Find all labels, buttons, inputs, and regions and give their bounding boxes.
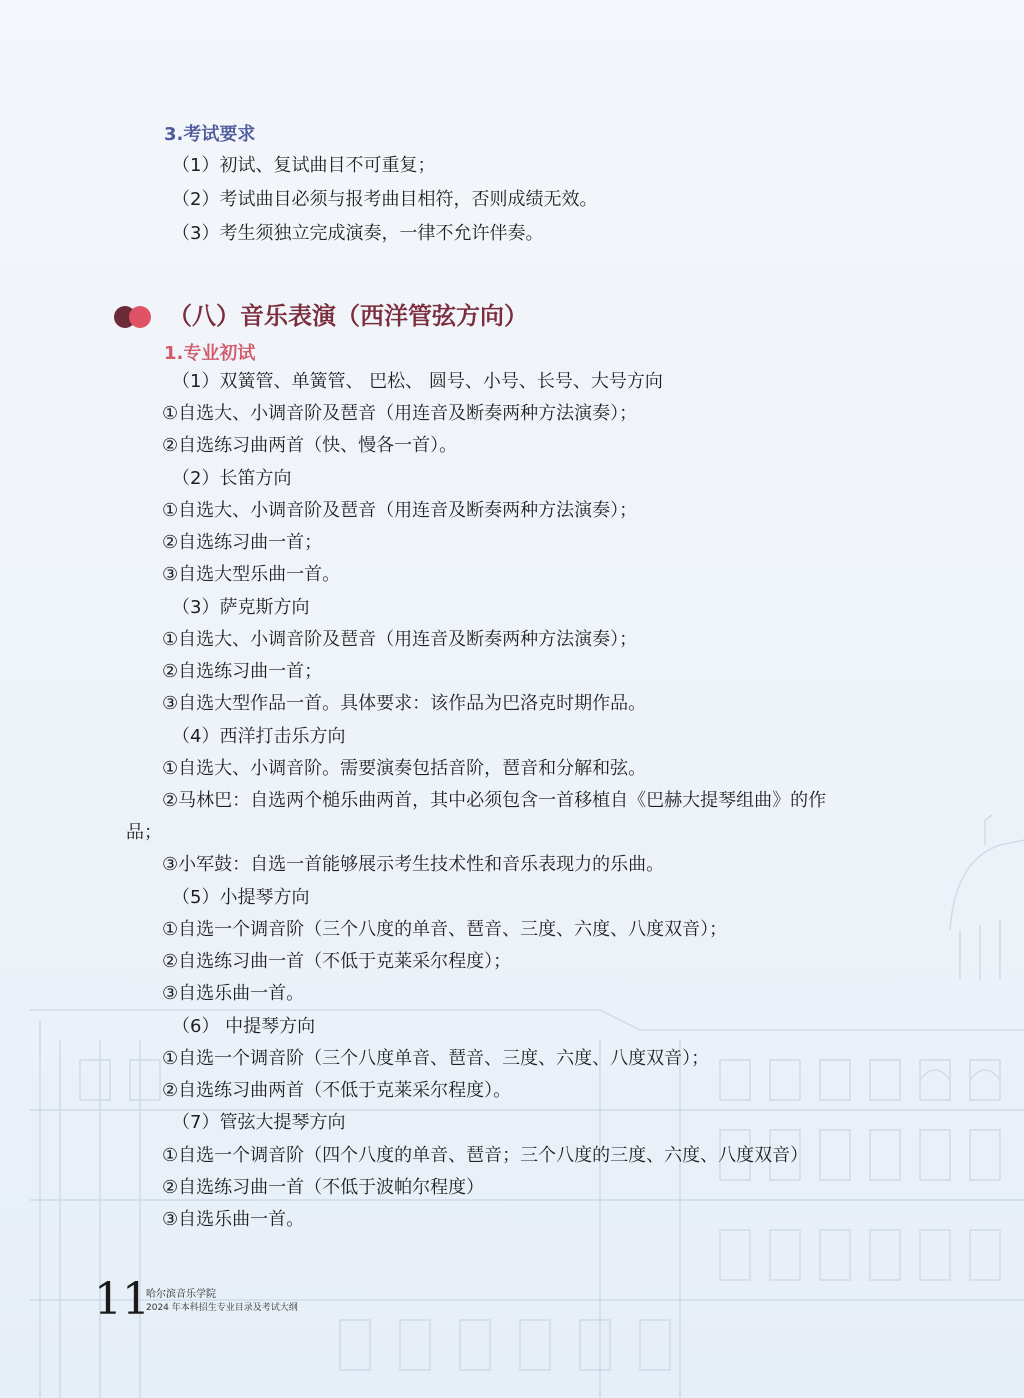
list-item: ②自选练习曲两首（快、慢各一首）。 — [162, 435, 458, 456]
section-8-title: （八）音乐表演（西洋管弦方向） — [168, 302, 528, 330]
list-item: ②自选练习曲一首（不低于波帕尔程度） — [162, 1177, 485, 1198]
list-item: ①自选一个调音阶（三个八度单音、琶音、三度、六度、八度双音）； — [162, 1048, 710, 1069]
footer-school-name: 哈尔滨音乐学院 — [146, 1289, 216, 1300]
section-3-heading: 3.考试要求 — [164, 124, 256, 145]
list-item: （2）考试曲目必须与报考曲目相符，否则成绩无效。 — [172, 189, 598, 210]
list-item: （3）萨克斯方向 — [172, 597, 310, 618]
footer-subtitle: 2024 年本科招生专业目录及考试大纲 — [146, 1303, 298, 1313]
list-item: ③自选大型乐曲一首。 — [162, 564, 341, 585]
list-item: ③自选大型作品一首。具体要求：该作品为巴洛克时期作品。 — [162, 693, 647, 714]
list-item: ③自选乐曲一首。 — [162, 1209, 305, 1230]
list-item: ①自选大、小调音阶。需要演奏包括音阶，琶音和分解和弦。 — [162, 758, 647, 779]
section-bullet-icon — [114, 306, 154, 328]
list-item: ②自选练习曲一首； — [162, 661, 323, 682]
list-item: （2）长笛方向 — [172, 468, 292, 489]
list-item: ①自选大、小调音阶及琶音（用连音及断奏两种方法演奏）； — [162, 500, 638, 521]
list-item: ②自选练习曲一首； — [162, 532, 323, 553]
list-item: ①自选一个调音阶（四个八度的单音、琶音；三个八度的三度、六度、八度双音） — [162, 1145, 809, 1166]
list-item: ①自选大、小调音阶及琶音（用连音及断奏两种方法演奏）； — [162, 629, 638, 650]
list-item: （7）管弦大提琴方向 — [172, 1112, 346, 1133]
list-item: ③小军鼓：自选一首能够展示考生技术性和音乐表现力的乐曲。 — [162, 854, 665, 875]
section-8-subheading: 1.专业初试 — [164, 343, 256, 364]
list-item: （6） 中提琴方向 — [172, 1016, 316, 1037]
list-item: （1）双簧管、单簧管、 巴松、 圆号、小号、长号、大号方向 — [172, 371, 663, 392]
list-item: ②自选练习曲一首（不低于克莱采尔程度）； — [162, 951, 512, 972]
list-item: （5）小提琴方向 — [172, 887, 310, 908]
list-item: ①自选大、小调音阶及琶音（用连音及断奏两种方法演奏）； — [162, 403, 638, 424]
list-item: （4）西洋打击乐方向 — [172, 726, 346, 747]
list-item: ②马林巴：自选两个槌乐曲两首，其中必须包含一首移植自《巴赫大提琴组曲》的作 — [162, 790, 827, 811]
list-item: ②自选练习曲两首（不低于克莱采尔程度）。 — [162, 1080, 512, 1101]
list-item: ③自选乐曲一首。 — [162, 983, 305, 1004]
list-item: 品； — [126, 822, 162, 843]
list-item: ①自选一个调音阶（三个八度的单音、琶音、三度、六度、八度双音）； — [162, 919, 728, 940]
list-item: （1）初试、复试曲目不可重复； — [172, 155, 436, 176]
page-number: 11 — [94, 1274, 150, 1325]
list-item: （3）考生须独立完成演奏，一律不允许伴奏。 — [172, 223, 544, 244]
